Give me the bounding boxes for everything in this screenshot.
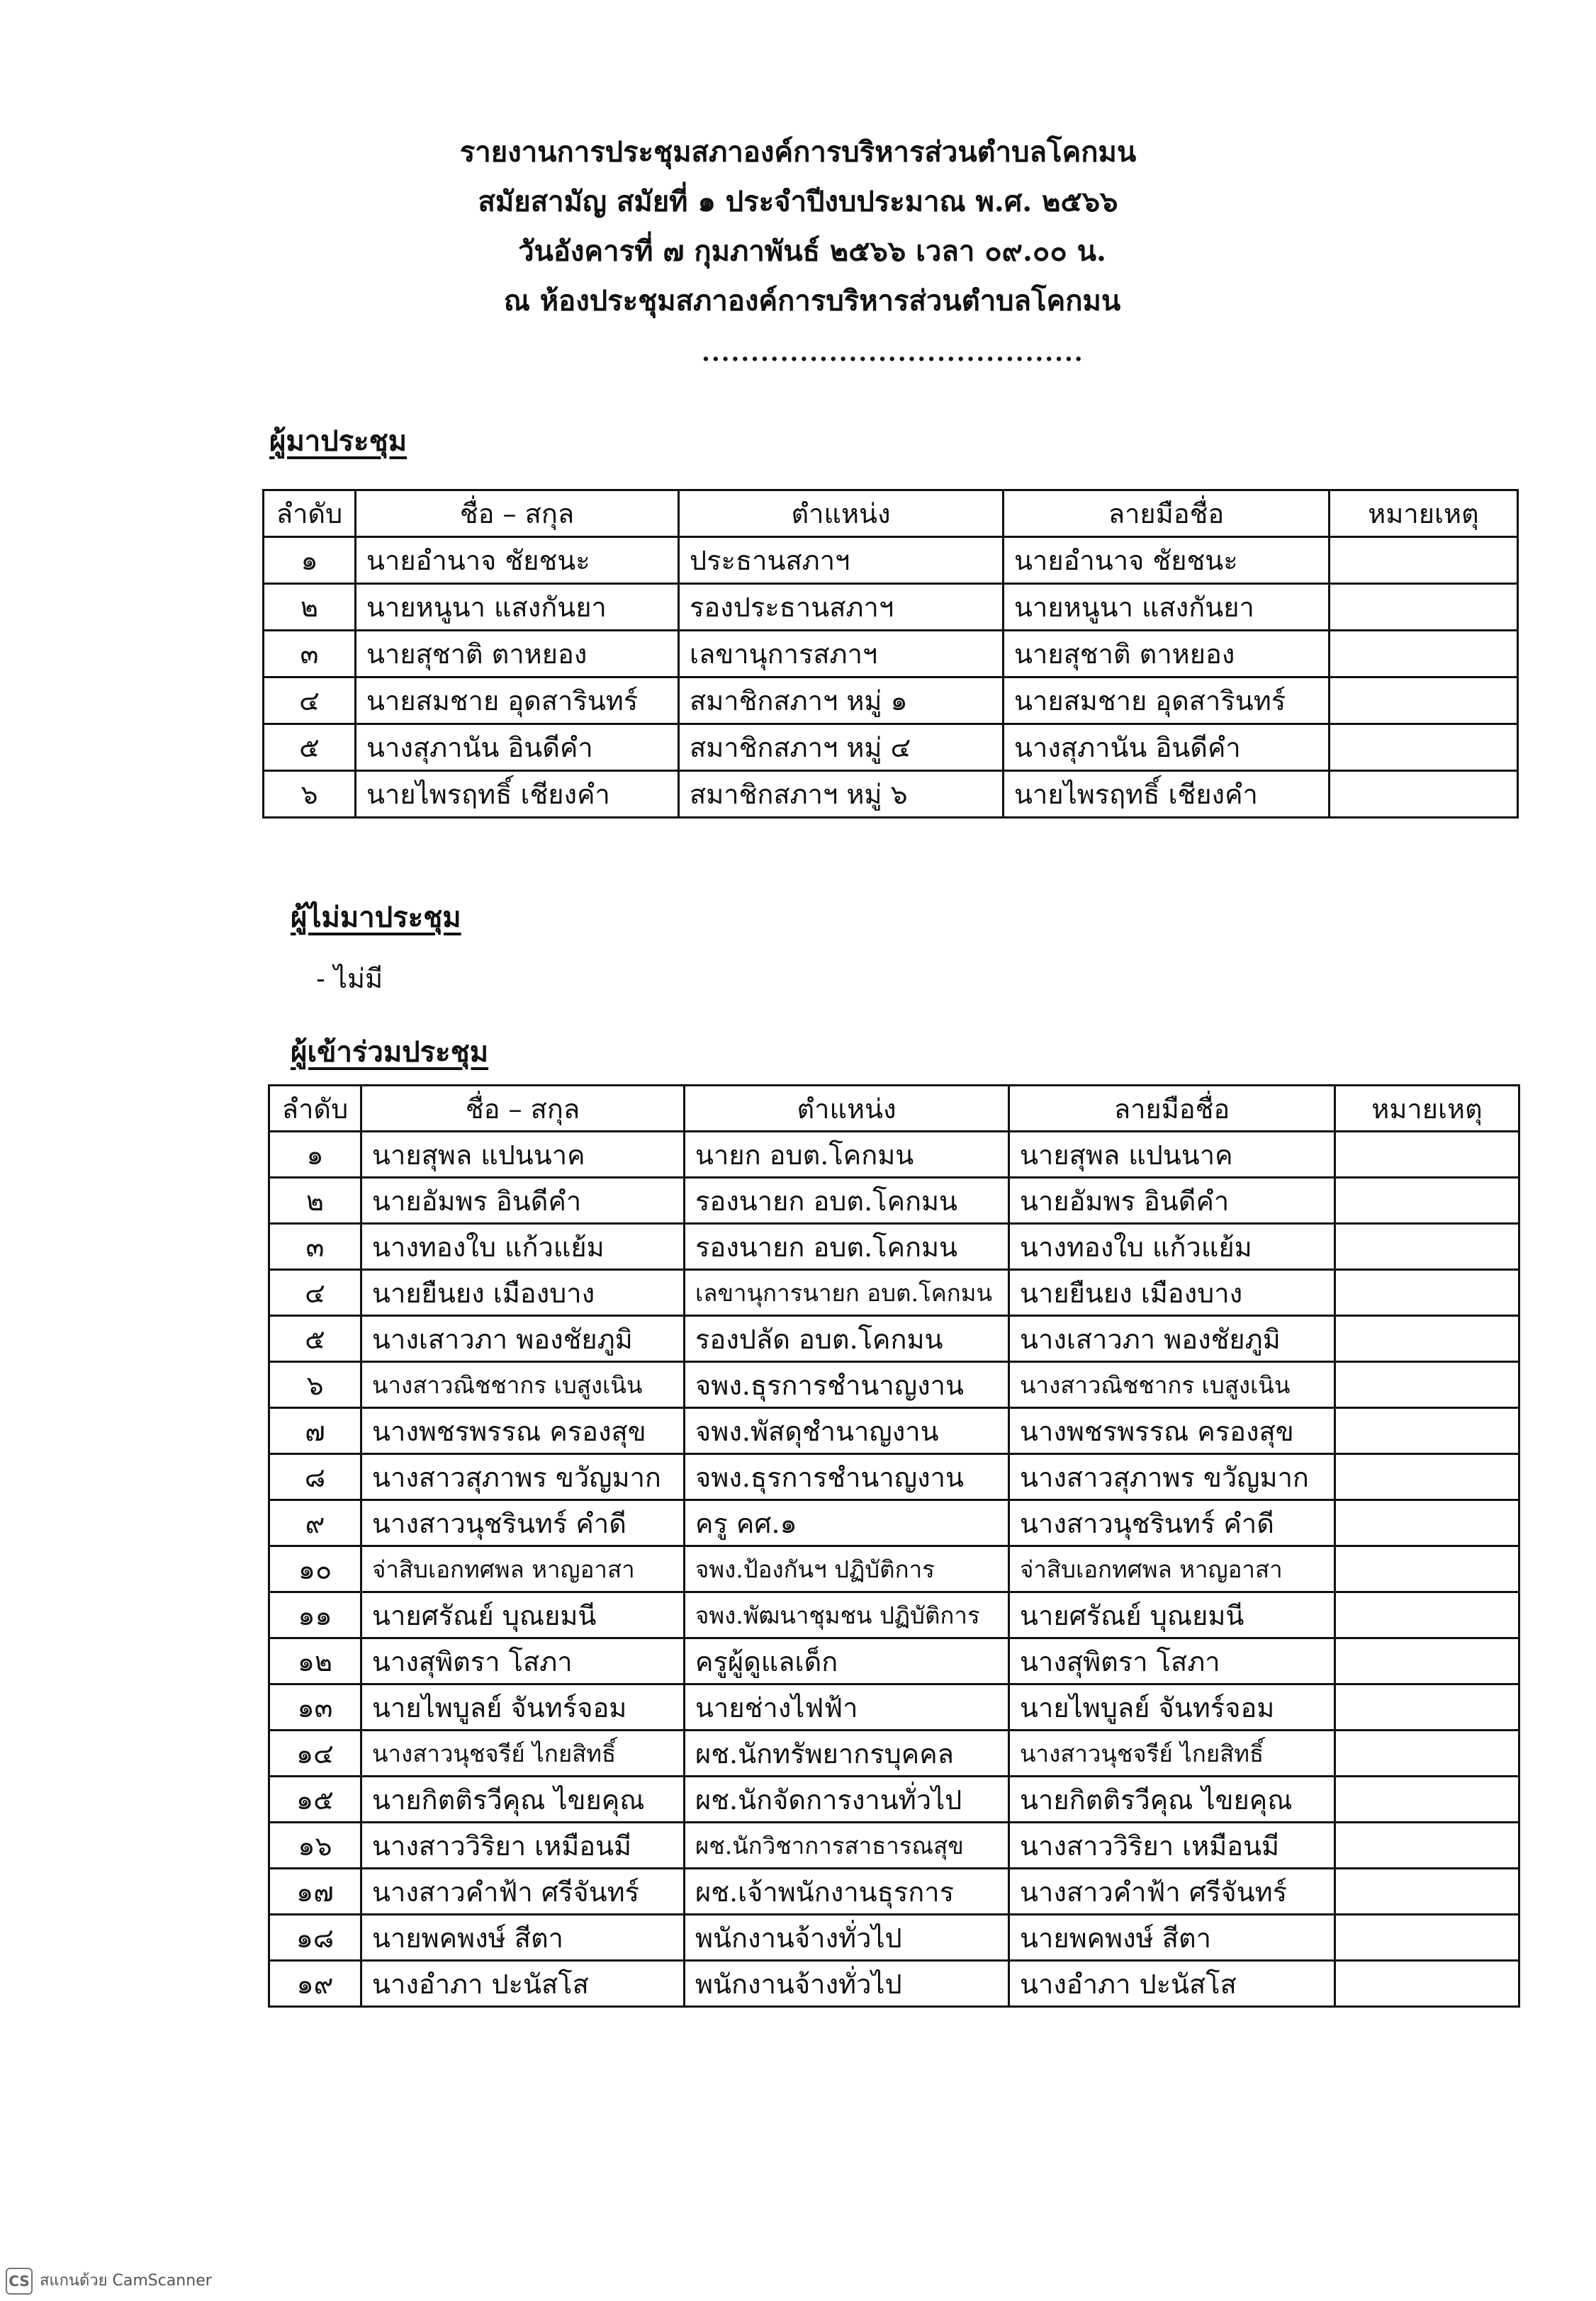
cell-order: ๒ bbox=[269, 1178, 361, 1224]
table-row bbox=[264, 537, 1518, 584]
cell-order: ๖ bbox=[264, 771, 356, 818]
table-row bbox=[269, 1178, 1519, 1224]
cell-position: จพง.พัฒนาชุมชน ปฏิบัติการ bbox=[685, 1592, 1009, 1638]
cell-remark bbox=[1335, 1777, 1519, 1823]
cell-name: นายอัมพร อินดีคำ bbox=[361, 1178, 685, 1224]
report-header bbox=[0, 128, 1596, 326]
cell-position: ผช.นักจัดการงานทั่วไป bbox=[685, 1777, 1009, 1823]
cell-position: จพง.ธุรการชำนาญงาน bbox=[685, 1362, 1009, 1408]
attendees-section-title: ผู้มาประชุม bbox=[269, 424, 408, 458]
col-header-signature: ลายมือชื่อ bbox=[1004, 490, 1330, 537]
cell-signature: นายไพบูลย์ จันทร์จอม bbox=[1009, 1684, 1335, 1731]
cell-name: นางทองใบ แก้วแย้ม bbox=[361, 1224, 685, 1270]
cell-signature: นายกิตติรวีคุณ ไขยคุณ bbox=[1009, 1777, 1335, 1823]
table-row bbox=[264, 677, 1518, 724]
cell-position: นายช่างไฟฟ้า bbox=[685, 1684, 1009, 1731]
cell-position: สมาชิกสภาฯ หมู่ ๑ bbox=[679, 677, 1004, 724]
col-header-position: ตำแหน่ง bbox=[679, 490, 1004, 537]
cell-remark bbox=[1335, 1731, 1519, 1777]
session-line: สมัยสามัญ สมัยที่ ๑ ประจำปีงบประมาณ พ.ศ. ๒๕๖๖ bbox=[478, 185, 1118, 218]
table-row bbox=[264, 771, 1518, 818]
cell-signature: นายสมชาย อุดสารินทร์ bbox=[1004, 677, 1330, 724]
cell-order: ๘ bbox=[269, 1454, 361, 1500]
cell-name: นางเสาวภา พองชัยภูมิ bbox=[361, 1316, 685, 1362]
cell-order: ๓ bbox=[269, 1224, 361, 1270]
cell-signature: นางสาวสุภาพร ขวัญมาก bbox=[1009, 1454, 1335, 1500]
table-row bbox=[269, 1546, 1519, 1592]
cell-order: ๕ bbox=[269, 1316, 361, 1362]
cell-signature: นายยืนยง เมืองบาง bbox=[1009, 1270, 1335, 1316]
col-header-name: ชื่อ – สกุล bbox=[356, 490, 679, 537]
table-row bbox=[269, 1731, 1519, 1777]
cell-remark bbox=[1330, 724, 1518, 771]
cell-order: ๑๓ bbox=[269, 1684, 361, 1731]
cell-position: สมาชิกสภาฯ หมู่ ๖ bbox=[679, 771, 1004, 818]
cell-name: นายสมชาย อุดสารินทร์ bbox=[356, 677, 679, 724]
cell-remark bbox=[1335, 1132, 1519, 1178]
cell-position: ครู คศ.๑ bbox=[685, 1500, 1009, 1546]
cell-signature: นางสาวนุชจรีย์ ไกยสิทธิ์ bbox=[1009, 1731, 1335, 1777]
cell-position: รองประธานสภาฯ bbox=[679, 584, 1004, 631]
cell-position: เลขานุการนายก อบต.โคกมน bbox=[685, 1270, 1009, 1316]
table-row bbox=[269, 1915, 1519, 1961]
cell-remark bbox=[1330, 584, 1518, 631]
cell-order: ๑๒ bbox=[269, 1638, 361, 1684]
cell-remark bbox=[1335, 1823, 1519, 1869]
cell-position: ผช.เจ้าพนักงานธุรการ bbox=[685, 1869, 1009, 1915]
cell-signature: นายศรัณย์ บุณยมนี bbox=[1009, 1592, 1335, 1638]
cell-name: นางสุภานัน อินดีคำ bbox=[356, 724, 679, 771]
cell-position: รองปลัด อบต.โคกมน bbox=[685, 1316, 1009, 1362]
cell-position: ครูผู้ดูแลเด็ก bbox=[685, 1638, 1009, 1684]
cell-signature: นางอำภา ปะนัสโส bbox=[1009, 1961, 1335, 2007]
col-header-position: ตำแหน่ง bbox=[685, 1086, 1009, 1132]
cell-remark bbox=[1335, 1270, 1519, 1316]
absentees-section-title: ผู้ไม่มาประชุม bbox=[291, 901, 461, 934]
cell-name: จ่าสิบเอกทศพล หาญอาสา bbox=[361, 1546, 685, 1592]
cell-name: นางสาวณิชชากร เบสูงเนิน bbox=[361, 1362, 685, 1408]
cell-position: รองนายก อบต.โคกมน bbox=[685, 1178, 1009, 1224]
table-row bbox=[269, 1684, 1519, 1731]
col-header-name: ชื่อ – สกุล bbox=[361, 1086, 685, 1132]
table-row bbox=[264, 631, 1518, 677]
cell-remark bbox=[1335, 1500, 1519, 1546]
table-row bbox=[269, 1869, 1519, 1915]
cell-remark bbox=[1335, 1316, 1519, 1362]
table-row bbox=[269, 1408, 1519, 1454]
col-header-order: ลำดับ bbox=[269, 1086, 361, 1132]
cell-order: ๑๙ bbox=[269, 1961, 361, 2007]
participants-table bbox=[268, 1084, 1520, 2008]
cell-order: ๑๐ bbox=[269, 1546, 361, 1592]
cell-name: นายศรัณย์ บุณยมนี bbox=[361, 1592, 685, 1638]
camscanner-logo-icon: CS bbox=[6, 2268, 33, 2295]
table-row bbox=[269, 1961, 1519, 2007]
cell-remark bbox=[1335, 1638, 1519, 1684]
cell-position: ประธานสภาฯ bbox=[679, 537, 1004, 584]
cell-signature: นายสุชาติ ตาหยอง bbox=[1004, 631, 1330, 677]
cell-position: พนักงานจ้างทั่วไป bbox=[685, 1915, 1009, 1961]
table-header-row bbox=[269, 1086, 1519, 1132]
cell-name: นางสาวสุภาพร ขวัญมาก bbox=[361, 1454, 685, 1500]
cell-position: จพง.พัสดุชำนาญงาน bbox=[685, 1408, 1009, 1454]
cell-signature: นางสาววิริยา เหมือนมี bbox=[1009, 1823, 1335, 1869]
cell-position: จพง.ป้องกันฯ ปฏิบัติการ bbox=[685, 1546, 1009, 1592]
table-row bbox=[264, 724, 1518, 771]
cell-name: นายยืนยง เมืองบาง bbox=[361, 1270, 685, 1316]
table-row bbox=[269, 1224, 1519, 1270]
attendees-table bbox=[262, 489, 1519, 818]
cell-signature: นางสุพิตรา โสภา bbox=[1009, 1638, 1335, 1684]
cell-name: นางสุพิตรา โสภา bbox=[361, 1638, 685, 1684]
camscanner-text: สแกนด้วย CamScanner bbox=[40, 2272, 212, 2290]
cell-order: ๑ bbox=[269, 1132, 361, 1178]
table-row bbox=[269, 1362, 1519, 1408]
cell-signature: นางสุภานัน อินดีคำ bbox=[1004, 724, 1330, 771]
cell-position: สมาชิกสภาฯ หมู่ ๔ bbox=[679, 724, 1004, 771]
cell-signature: นางสาวณิชชากร เบสูงเนิน bbox=[1009, 1362, 1335, 1408]
cell-signature: นายไพรฤทธิ์ เชียงคำ bbox=[1004, 771, 1330, 818]
cell-name: นายหนูนา แสงกันยา bbox=[356, 584, 679, 631]
cell-order: ๑๘ bbox=[269, 1915, 361, 1961]
cell-position: ผช.นักวิชาการสาธารณสุข bbox=[685, 1823, 1009, 1869]
cell-name: นายอำนาจ ชัยชนะ bbox=[356, 537, 679, 584]
col-header-order: ลำดับ bbox=[264, 490, 356, 537]
cell-name: นางสาวนุชรินทร์ คำดี bbox=[361, 1500, 685, 1546]
cell-order: ๑๕ bbox=[269, 1777, 361, 1823]
cell-name: นายสุชาติ ตาหยอง bbox=[356, 631, 679, 677]
cell-name: นางสาวคำฟ้า ศรีจันทร์ bbox=[361, 1869, 685, 1915]
table-row bbox=[269, 1592, 1519, 1638]
col-header-remark: หมายเหตุ bbox=[1330, 490, 1518, 537]
cell-name: นางอำภา ปะนัสโส bbox=[361, 1961, 685, 2007]
table-row bbox=[269, 1500, 1519, 1546]
table-row bbox=[269, 1638, 1519, 1684]
cell-remark bbox=[1335, 1869, 1519, 1915]
cell-order: ๕ bbox=[264, 724, 356, 771]
header-divider-dots: ....................................... bbox=[702, 339, 1084, 367]
cell-signature: นายหนูนา แสงกันยา bbox=[1004, 584, 1330, 631]
table-row bbox=[269, 1823, 1519, 1869]
cell-name: นางสาวนุชจรีย์ ไกยสิทธิ์ bbox=[361, 1731, 685, 1777]
cell-signature: นางเสาวภา พองชัยภูมิ bbox=[1009, 1316, 1335, 1362]
table-row bbox=[269, 1316, 1519, 1362]
cell-signature: นายพคพงษ์ สีตา bbox=[1009, 1915, 1335, 1961]
cell-order: ๑๔ bbox=[269, 1731, 361, 1777]
cell-name: นายกิตติรวีคุณ ไขยคุณ bbox=[361, 1777, 685, 1823]
cell-remark bbox=[1335, 1454, 1519, 1500]
cell-signature: นางสาวคำฟ้า ศรีจันทร์ bbox=[1009, 1869, 1335, 1915]
cell-remark bbox=[1335, 1546, 1519, 1592]
cell-remark bbox=[1330, 771, 1518, 818]
cell-name: นายไพบูลย์ จันทร์จอม bbox=[361, 1684, 685, 1731]
cell-order: ๔ bbox=[269, 1270, 361, 1316]
absentees-note: - ไม่มี bbox=[316, 963, 383, 994]
cell-order: ๑ bbox=[264, 537, 356, 584]
report-title: รายงานการประชุมสภาองค์การบริหารส่วนตำบลโคกมน bbox=[459, 135, 1137, 169]
venue-line: ณ ห้องประชุมสภาองค์การบริหารส่วนตำบลโคกมน bbox=[503, 284, 1121, 317]
date-time-line: วันอังคารที่ ๗ กุมภาพันธ์ ๒๕๖๖ เวลา ๐๙.๐๐ น. bbox=[518, 235, 1106, 268]
cell-signature: จ่าสิบเอกทศพล หาญอาสา bbox=[1009, 1546, 1335, 1592]
cell-order: ๑๑ bbox=[269, 1592, 361, 1638]
cell-remark bbox=[1335, 1592, 1519, 1638]
participants-section-title: ผู้เข้าร่วมประชุม bbox=[291, 1035, 489, 1069]
cell-signature: นายสุพล แปนนาค bbox=[1009, 1132, 1335, 1178]
cell-remark bbox=[1335, 1408, 1519, 1454]
cell-remark bbox=[1335, 1224, 1519, 1270]
cell-signature: นางสาวนุชรินทร์ คำดี bbox=[1009, 1500, 1335, 1546]
col-header-remark: หมายเหตุ bbox=[1335, 1086, 1519, 1132]
col-header-signature: ลายมือชื่อ bbox=[1009, 1086, 1335, 1132]
cell-signature: นางพชรพรรณ ครองสุข bbox=[1009, 1408, 1335, 1454]
cell-order: ๑๖ bbox=[269, 1823, 361, 1869]
cell-order: ๗ bbox=[269, 1408, 361, 1454]
table-row bbox=[269, 1270, 1519, 1316]
cell-name: นายสุพล แปนนาค bbox=[361, 1132, 685, 1178]
cell-order: ๓ bbox=[264, 631, 356, 677]
table-header-row bbox=[264, 490, 1518, 537]
camscanner-watermark bbox=[6, 2268, 212, 2295]
table-row bbox=[264, 584, 1518, 631]
cell-order: ๔ bbox=[264, 677, 356, 724]
cell-order: ๙ bbox=[269, 1500, 361, 1546]
cell-remark bbox=[1335, 1362, 1519, 1408]
cell-position: พนักงานจ้างทั่วไป bbox=[685, 1961, 1009, 2007]
cell-remark bbox=[1330, 537, 1518, 584]
cell-order: ๑๗ bbox=[269, 1869, 361, 1915]
cell-position: รองนายก อบต.โคกมน bbox=[685, 1224, 1009, 1270]
cell-name: นายพคพงษ์ สีตา bbox=[361, 1915, 685, 1961]
cell-position: ผช.นักทรัพยากรบุคคล bbox=[685, 1731, 1009, 1777]
cell-remark bbox=[1330, 677, 1518, 724]
cell-remark bbox=[1330, 631, 1518, 677]
cell-name: นายไพรฤทธิ์ เชียงคำ bbox=[356, 771, 679, 818]
cell-signature: นายอัมพร อินดีคำ bbox=[1009, 1178, 1335, 1224]
cell-position: เลขานุการสภาฯ bbox=[679, 631, 1004, 677]
cell-order: ๒ bbox=[264, 584, 356, 631]
table-row bbox=[269, 1454, 1519, 1500]
table-row bbox=[269, 1132, 1519, 1178]
cell-remark bbox=[1335, 1684, 1519, 1731]
cell-remark bbox=[1335, 1915, 1519, 1961]
cell-remark bbox=[1335, 1178, 1519, 1224]
cell-name: นางพชรพรรณ ครองสุข bbox=[361, 1408, 685, 1454]
cell-signature: นายอำนาจ ชัยชนะ bbox=[1004, 537, 1330, 584]
cell-position: จพง.ธุรการชำนาญงาน bbox=[685, 1454, 1009, 1500]
cell-position: นายก อบต.โคกมน bbox=[685, 1132, 1009, 1178]
cell-name: นางสาววิริยา เหมือนมี bbox=[361, 1823, 685, 1869]
cell-signature: นางทองใบ แก้วแย้ม bbox=[1009, 1224, 1335, 1270]
cell-order: ๖ bbox=[269, 1362, 361, 1408]
table-row bbox=[269, 1777, 1519, 1823]
cell-remark bbox=[1335, 1961, 1519, 2007]
